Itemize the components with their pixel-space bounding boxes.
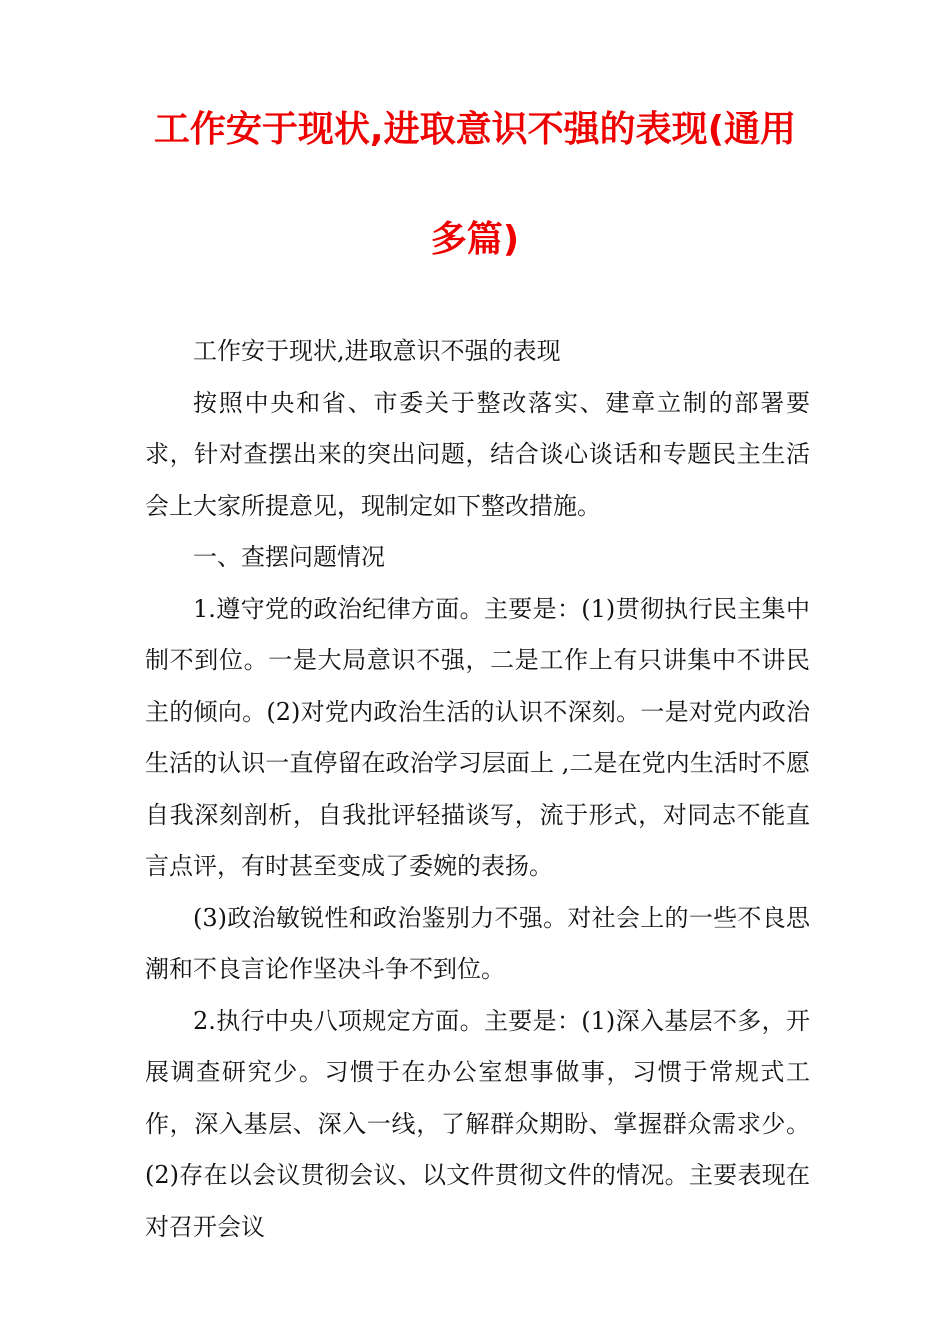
- document-body: [145, 326, 810, 1253]
- document-title: 工作安于现状,进取意识不强的表现(通用多篇): [153, 109, 797, 260]
- paragraph-subtitle: 工作安于现状,进取意识不强的表现: [193, 337, 561, 365]
- paragraph-section-heading: 一、查摆问题情况: [193, 543, 385, 571]
- paragraph-item-1-3: (3)政治敏锐性和政治鉴别力不强。对社会上的一些不良思潮和不良言论作坚决斗争不到位。: [145, 903, 810, 983]
- paragraph-intro: 按照中央和省、市委关于整改落实、建章立制的部署要求，针对查摆出来的突出问题，结合谈心谈话和专题民主生活会上大家所提意见，现制定如下整改措施。: [145, 388, 810, 520]
- paragraph-item-2: 2.执行中央八项规定方面。主要是：(1)深入基层不多，开展调查研究少。习惯于在办公室想事做事，习惯于常规式工作，深入基层、深入一线，了解群众期盼、掌握群众需求少。(2)存在以会议贯彻会议、以文件贯彻文件的情况。主要表现在对召开会议: [145, 1006, 810, 1241]
- paragraph-item-1: 1.遵守党的政治纪律方面。主要是：(1)贯彻执行民主集中制不到位。一是大局意识不强，二是工作上有只讲集中不讲民主的倾向。(2)对党内政治生活的认识不深刻。一是对党内政治生活的认识一直停留在政治学习层面上 ,二是在党内生活时不愿自我深刻剖析，自我批评轻描谈写，流于形式，对同志不能直言点评，有时甚至变成了委婉的表扬。: [145, 594, 810, 880]
